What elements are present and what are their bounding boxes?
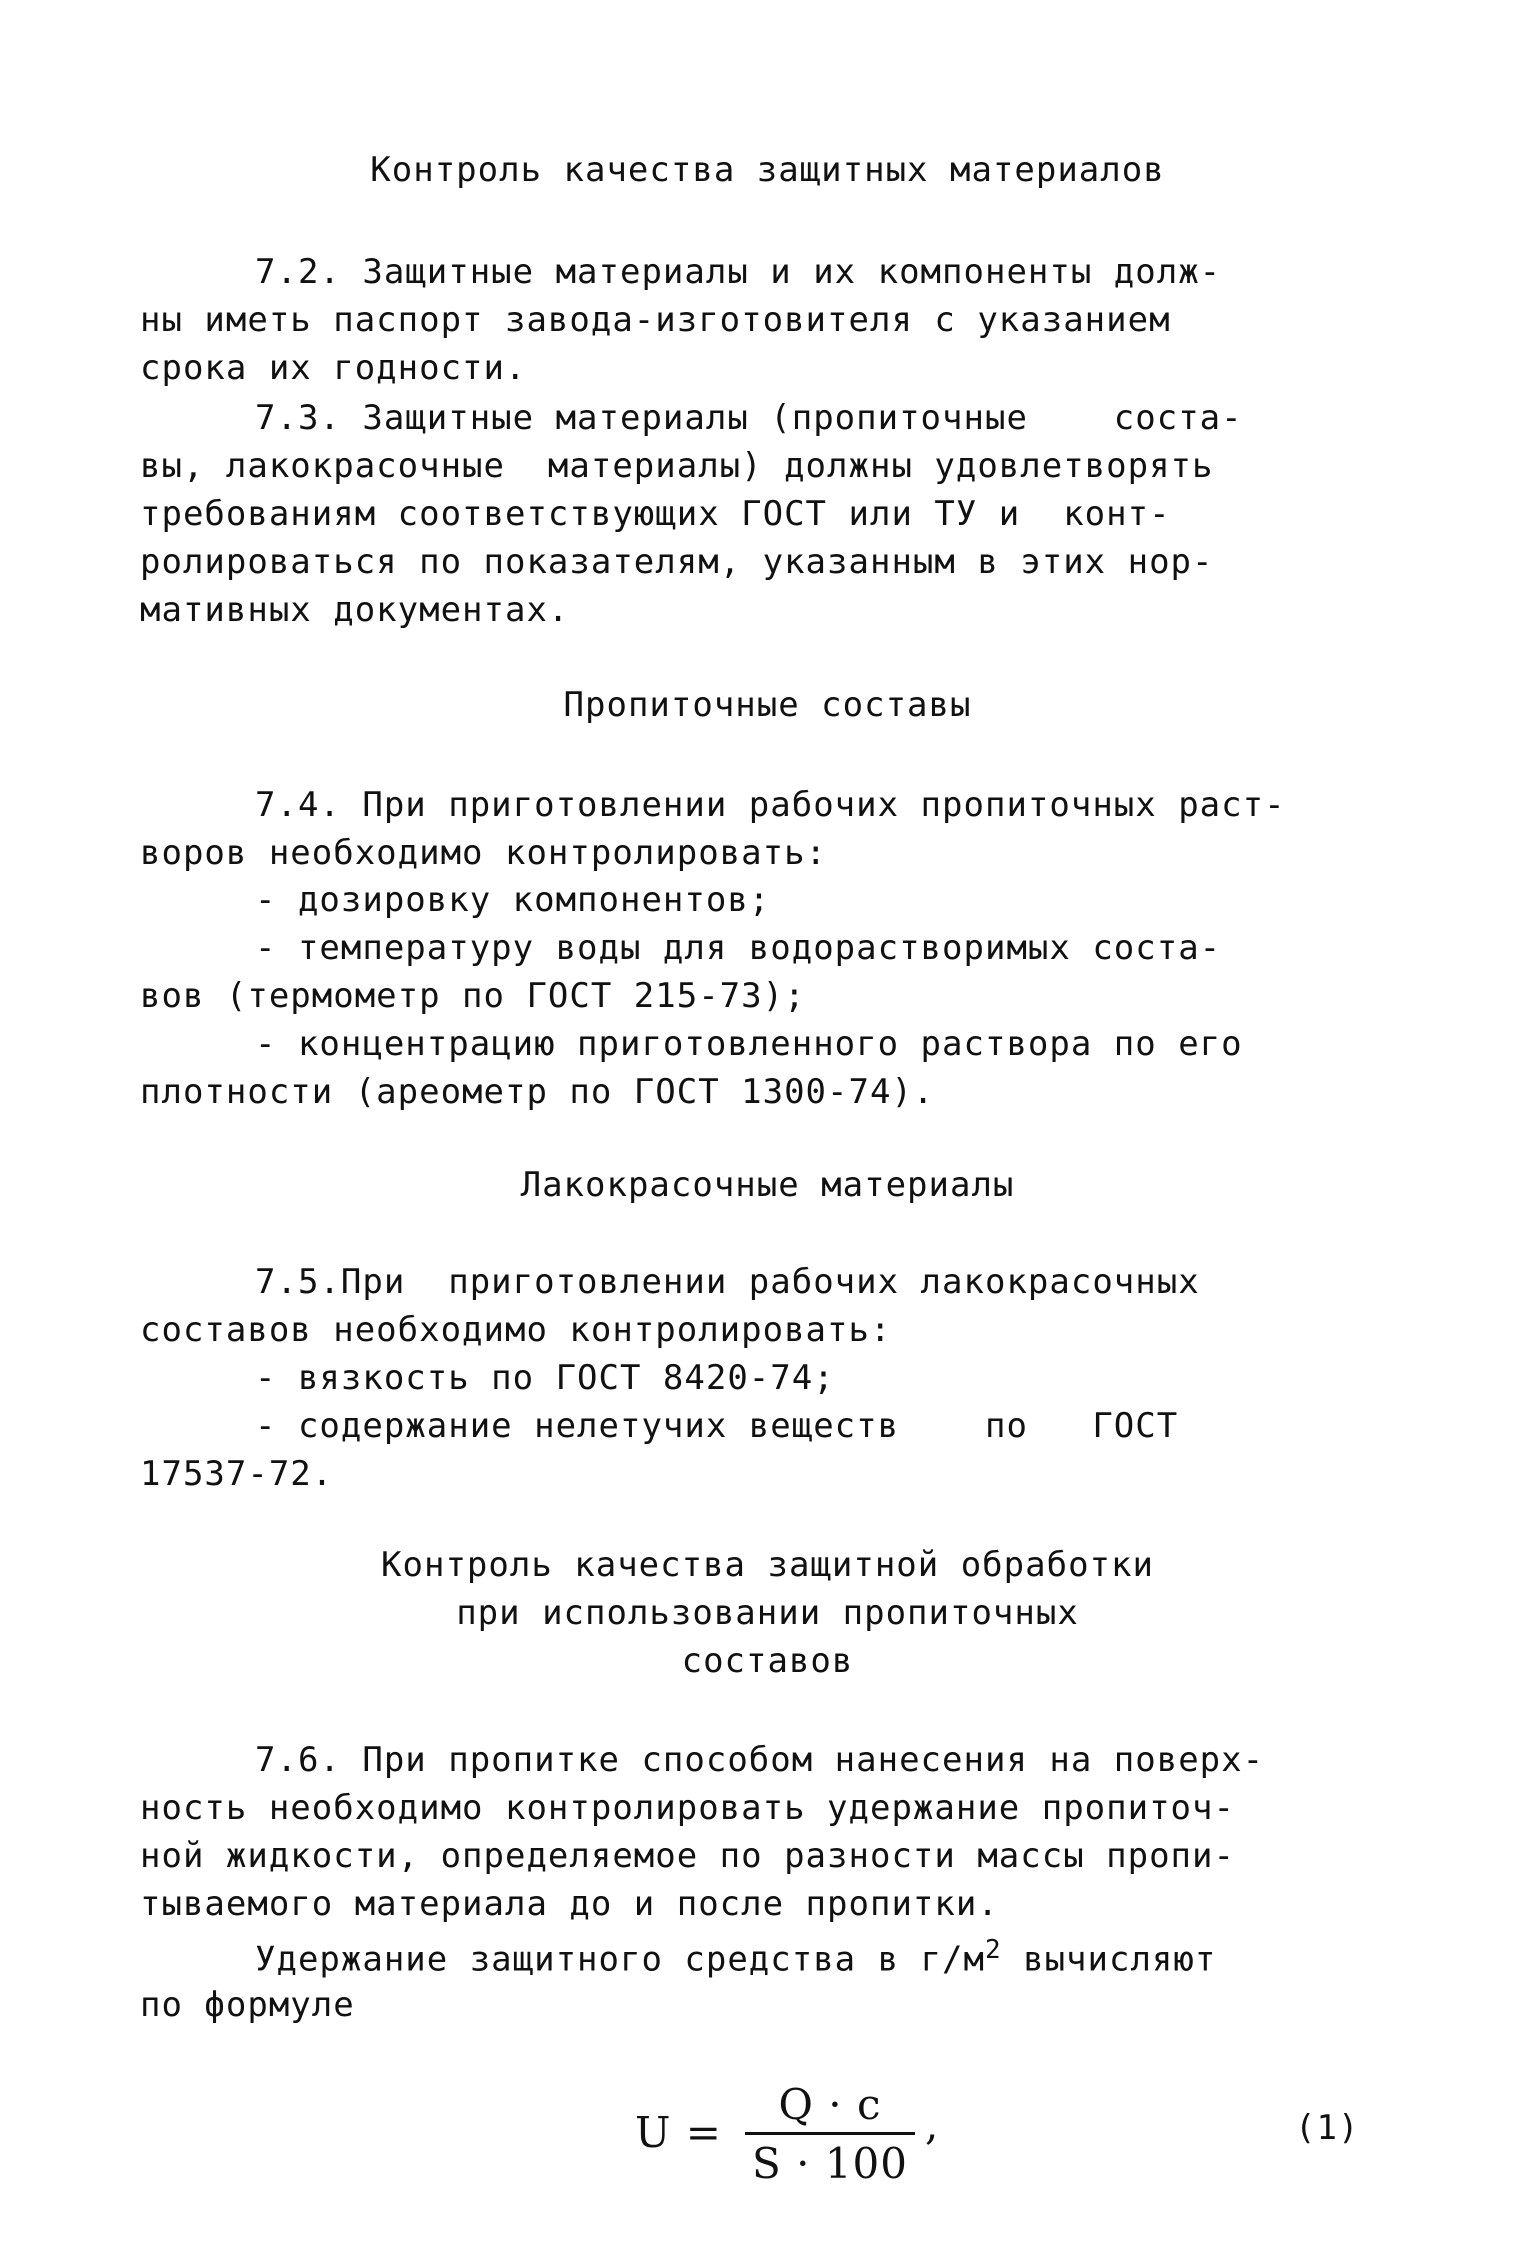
formula-fraction: [745, 2080, 915, 2189]
section-heading-quality-control: Контроль качества защитных материалов: [370, 150, 1165, 190]
section-heading-paints: Лакокрасочные материалы: [520, 1165, 1015, 1205]
formula-number: (1): [1295, 2108, 1360, 2148]
p74-line-7: плотности (ареометр по ГОСТ 1300-74).: [140, 1072, 935, 1112]
p73-line-5: мативных документах.: [140, 590, 570, 630]
p72-line-2: ны иметь паспорт завода-изготовителя с указанием: [140, 300, 1171, 340]
p76-line-2: ность необходимо контролировать удержание пропиточ-: [140, 1788, 1235, 1828]
p77-line-2: по формуле: [140, 1985, 355, 2025]
unit-superscript: 2: [984, 1935, 1002, 1965]
p74-line-2: воров необходимо контролировать:: [140, 833, 828, 873]
section-heading-treatment-line-3: составов: [681, 1641, 854, 1681]
section-heading-impregnating: Пропиточные составы: [563, 685, 972, 725]
p75-line-5: 17537-72.: [140, 1454, 334, 1494]
formula-1: [635, 2080, 1360, 2190]
p75-line-3: - вязкость по ГОСТ 8420-74;: [255, 1358, 835, 1398]
p75-line-4: - содержание нелетучих веществ по ГОСТ: [255, 1406, 1179, 1446]
p75-line-2: составов необходимо контролировать:: [140, 1310, 892, 1350]
p74-line-5: вов (термометр по ГОСТ 215-73);: [140, 976, 806, 1016]
p76-line-1: 7.6. При пропитке способом нанесения на поверх-: [255, 1740, 1265, 1780]
formula-numerator: Q · c: [778, 2080, 882, 2129]
p76-line-4: тываемого материала до и после пропитки.: [140, 1884, 999, 1924]
p77-text-end: вычисляют: [1001, 1939, 1217, 1980]
p73-line-1: 7.3. Защитные материалы (пропиточные соста-: [255, 398, 1243, 438]
p76-line-3: ной жидкости, определяемое по разности массы пропи-: [140, 1836, 1235, 1876]
p77-text: Удержание защитного средства в г/м: [255, 1939, 985, 1980]
p74-line-6: - концентрацию приготовленного раствора по его: [255, 1024, 1243, 1064]
p72-line-3: срока их годности.: [140, 348, 527, 388]
p73-line-3: требованиям соответствующих ГОСТ или ТУ и конт-: [140, 494, 1171, 534]
p73-line-4: ролироваться по показателям, указанным в этих нор-: [140, 542, 1214, 582]
section-heading-treatment-line-2: при использовании пропиточных: [456, 1593, 1079, 1633]
p77-line-1: [255, 1935, 1216, 1979]
formula-lhs: U =: [635, 2108, 722, 2157]
p74-line-1: 7.4. При приготовлении рабочих пропиточных раст-: [255, 785, 1286, 825]
section-heading-treatment-line-1: Контроль качества защитной обработки: [381, 1545, 1154, 1585]
formula-denominator: S · 100: [752, 2139, 908, 2188]
p72-line-1: 7.2. Защитные материалы и их компоненты долж-: [255, 252, 1222, 292]
p74-line-4: - температуру воды для водорастворимых соста-: [255, 928, 1222, 968]
fraction-bar: [745, 2132, 915, 2135]
p73-line-2: вы, лакокрасочные материалы) должны удовлетворять: [140, 446, 1214, 486]
p75-line-1: 7.5.При приготовлении рабочих лакокрасочных: [255, 1262, 1200, 1302]
formula-comma: ,: [925, 2100, 940, 2149]
p74-line-3: - дозировку компонентов;: [255, 880, 771, 920]
